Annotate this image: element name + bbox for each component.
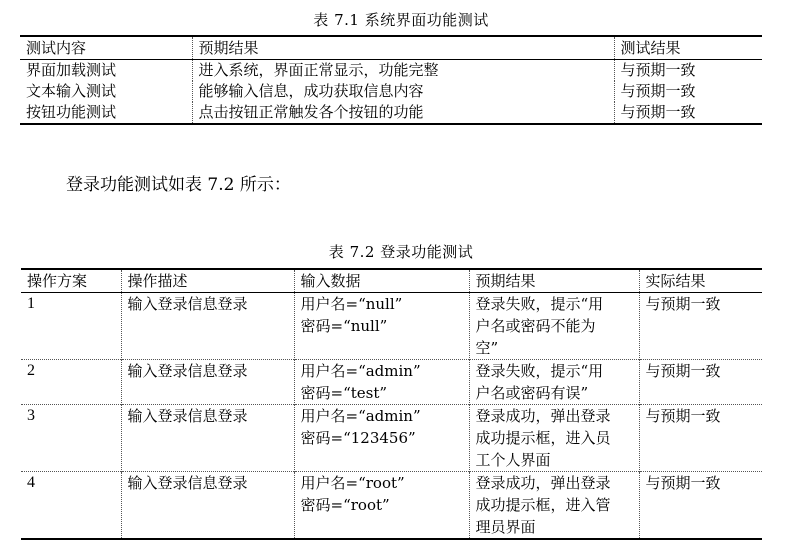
input-username: 用户名=“admin” (300, 362, 421, 380)
input-password: 密码=“null” (300, 317, 388, 335)
input-username: 用户名=“root” (300, 474, 405, 492)
table2-caption: 表 7.2 登录功能测试 (328, 243, 474, 261)
cell-input (294, 293, 469, 360)
cell-description: 输入登录信息登录 (121, 360, 294, 405)
table-row (21, 293, 762, 360)
cell-expected (469, 293, 639, 360)
cell-plan-id: 2 (21, 360, 121, 405)
table-row (21, 405, 762, 472)
header-expected-result: 预期结果 (469, 269, 639, 293)
table-header-row (20, 36, 762, 60)
cell-plan-id: 3 (21, 405, 121, 472)
expected-line: 工个人界面 (475, 451, 551, 469)
expected-line: 理员界面 (475, 518, 536, 536)
table-row (20, 102, 762, 124)
expected-line: 空” (475, 339, 499, 357)
cell-description: 输入登录信息登录 (121, 405, 294, 472)
cell-description: 输入登录信息登录 (121, 293, 294, 360)
table-row (20, 81, 762, 102)
header-expected-result: 预期结果 (192, 36, 614, 60)
header-input-data: 输入数据 (294, 269, 469, 293)
table-row (21, 472, 762, 540)
input-password: 密码=“test” (300, 384, 388, 402)
cell-test-result: 与预期一致 (614, 60, 762, 82)
input-username: 用户名=“null” (300, 295, 403, 313)
cell-expected (469, 360, 639, 405)
login-test-table (21, 268, 762, 540)
table-row (20, 60, 762, 82)
expected-line: 登录成功，弹出登录 (475, 407, 611, 425)
cell-input (294, 360, 469, 405)
header-operation-plan: 操作方案 (21, 269, 121, 293)
cell-expected-result: 点击按钮正常触发各个按钮的功能 (192, 102, 614, 124)
cell-plan-id: 4 (21, 472, 121, 540)
cell-test-content: 界面加载测试 (20, 60, 192, 82)
input-username: 用户名=“admin” (300, 407, 421, 425)
body-paragraph: 登录功能测试如表 7.2 所示： (66, 175, 291, 195)
table-header-row (21, 269, 762, 293)
cell-test-result: 与预期一致 (614, 102, 762, 124)
input-password: 密码=“root” (300, 496, 390, 514)
expected-line: 登录成功，弹出登录 (475, 474, 611, 492)
input-password: 密码=“123456” (300, 429, 416, 447)
cell-expected (469, 472, 639, 540)
cell-expected-result: 能够输入信息，成功获取信息内容 (192, 81, 614, 102)
cell-actual: 与预期一致 (639, 293, 762, 360)
expected-line: 成功提示框，进入管 (475, 496, 611, 514)
system-ui-test-table (20, 35, 762, 125)
expected-line: 户名或密码不能为 (475, 317, 596, 335)
cell-test-content: 按钮功能测试 (20, 102, 192, 124)
cell-actual: 与预期一致 (639, 405, 762, 472)
header-operation-description: 操作描述 (121, 269, 294, 293)
table-row (21, 360, 762, 405)
cell-expected (469, 405, 639, 472)
cell-expected-result: 进入系统，界面正常显示，功能完整 (192, 60, 614, 82)
expected-line: 登录失败，提示“用 (475, 295, 604, 313)
expected-line: 成功提示框，进入员 (475, 429, 611, 447)
table1-caption: 表 7.1 系统界面功能测试 (313, 11, 489, 29)
expected-line: 登录失败，提示“用 (475, 362, 604, 380)
header-test-result: 测试结果 (614, 36, 762, 60)
expected-line: 户名或密码有误” (475, 384, 589, 402)
cell-input (294, 405, 469, 472)
cell-actual: 与预期一致 (639, 360, 762, 405)
header-test-content: 测试内容 (20, 36, 192, 60)
cell-test-result: 与预期一致 (614, 81, 762, 102)
cell-input (294, 472, 469, 540)
header-actual-result: 实际结果 (639, 269, 762, 293)
cell-test-content: 文本输入测试 (20, 81, 192, 102)
cell-actual: 与预期一致 (639, 472, 762, 540)
cell-description: 输入登录信息登录 (121, 472, 294, 540)
cell-plan-id: 1 (21, 293, 121, 360)
